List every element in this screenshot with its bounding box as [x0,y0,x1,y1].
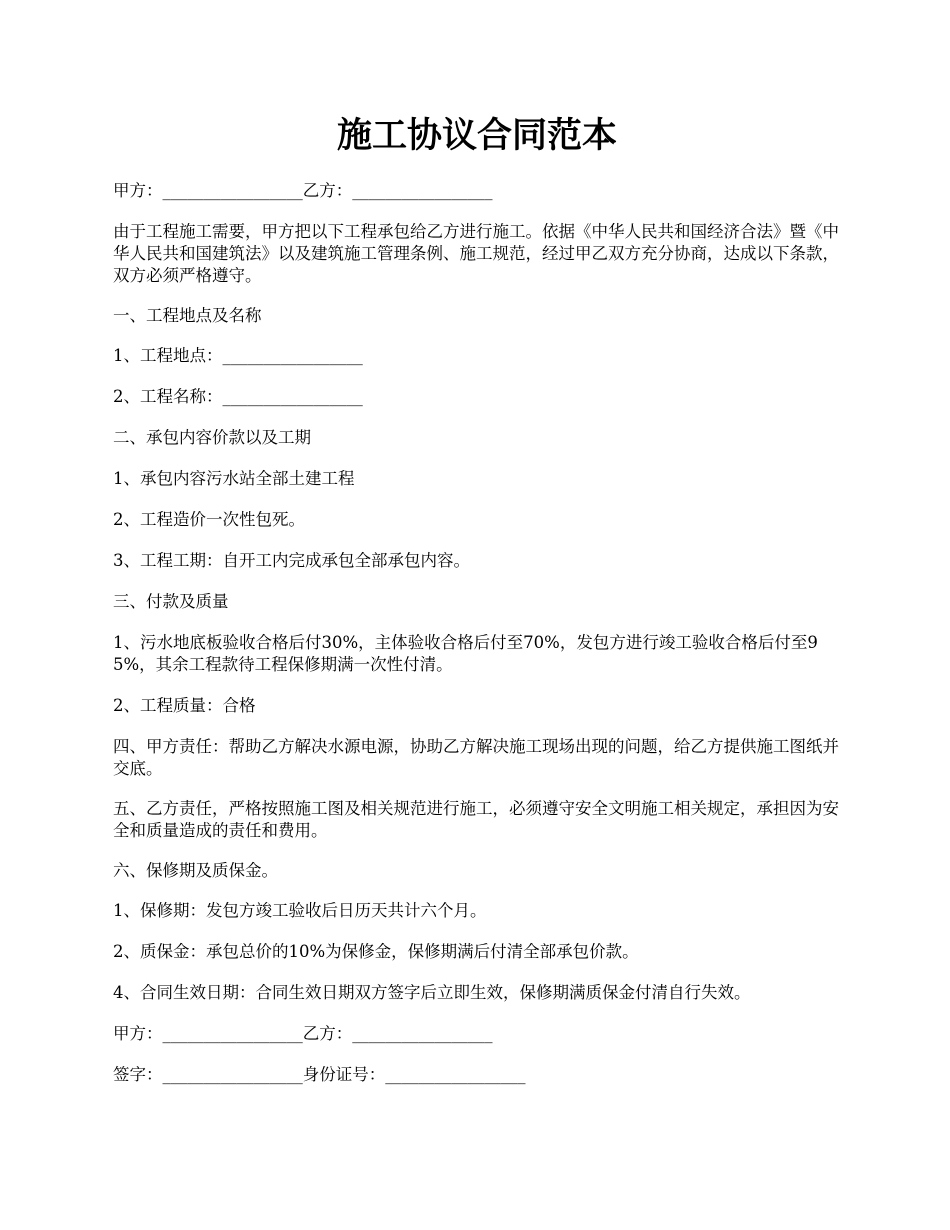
quality-terms: 2、工程质量：合格 [113,696,256,715]
contract-duration: 3、工程工期：自开工内完成承包全部承包内容。 [113,551,470,570]
section-heading-3: 三、付款及质量 [113,592,229,611]
payment-terms: 1、污水地底板验收合格后付30%，主体验收合格后付至70%，发包方进行竣工验收合格后付至95%，其余工程款待工程保修期满一次性付清。 [113,633,818,674]
section-heading-6: 六、保修期及质保金。 [113,861,278,880]
signature-line: 签字：_________________身份证号：_________________ [113,1065,526,1084]
document-title: 施工协议合同范本 [336,115,617,156]
effective-date: 4、合同生效日期：合同生效日期双方签字后立即生效，保修期满质保金付清自行失效。 [113,983,751,1002]
party-line-top: 甲方：_________________乙方：_________________ [113,181,493,200]
retention-money: 2、质保金：承包总价的10%为保修金，保修期满后付清全部承包价款。 [113,942,639,961]
party-b-duties: 五、乙方责任，严格按照施工图及相关规范进行施工，必须遵守安全文明施工相关规定，承担因为安全和质量造成的责任和费用。 [113,799,839,840]
warranty-period: 1、保修期：发包方竣工验收后日历天共计六个月。 [113,901,487,920]
contract-scope: 1、承包内容污水站全部土建工程 [113,469,355,488]
project-name: 2、工程名称：_________________ [113,387,363,406]
party-a-duties: 四、甲方责任：帮助乙方解决水源电源，协助乙方解决施工现场出现的问题，给乙方提供施工图纸并交底。 [113,737,839,778]
intro-paragraph: 由于工程施工需要，甲方把以下工程承包给乙方进行施工。依据《中华人民共和国经济合法》暨《中华人民共和国建筑法》以及建筑施工管理条例、施工规范，经过甲乙双方充分协商，达成以下条款，双方必须严格遵守。 [113,222,839,285]
section-heading-2: 二、承包内容价款以及工期 [113,428,311,447]
contract-price: 2、工程造价一次性包死。 [113,510,305,529]
project-location: 1、工程地点：_________________ [113,346,363,365]
section-heading-1: 一、工程地点及名称 [113,306,262,325]
party-line-bottom: 甲方：_________________乙方：_________________ [113,1024,493,1043]
